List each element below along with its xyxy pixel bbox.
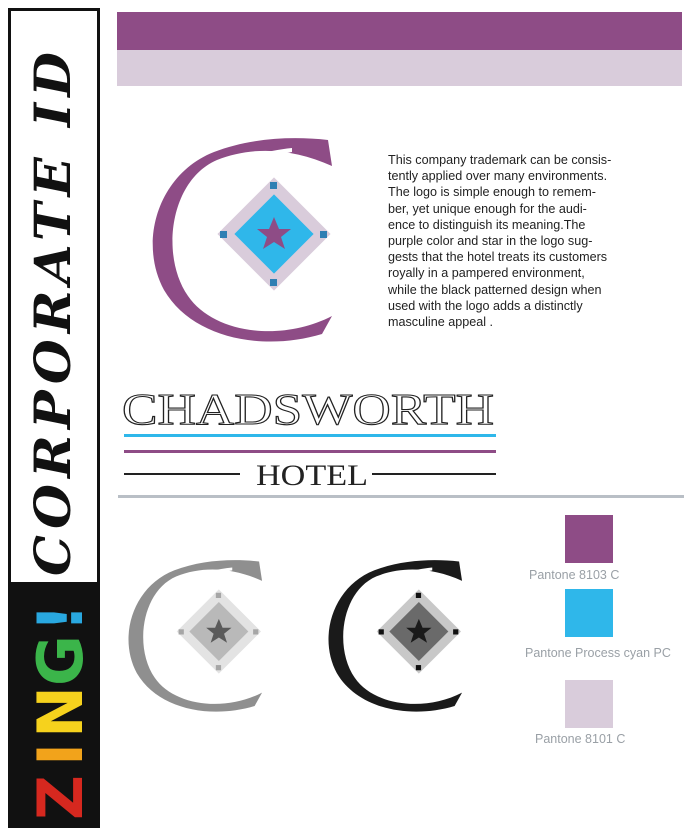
swatch-label-light-purple: Pantone 8101 C [535, 732, 626, 746]
purple-rule [124, 450, 496, 453]
grey-logo [120, 560, 270, 712]
black-logo [320, 560, 470, 712]
description-line: gests that the hotel treats its customers [388, 250, 608, 265]
diamond-emblem-black [377, 589, 461, 673]
description-line: The logo is simple enough to remem- [388, 185, 596, 200]
logo-description [388, 152, 643, 330]
zing-letter-n: N [24, 686, 97, 738]
description-line: This company trademark can be consis- [388, 153, 612, 167]
swatch-cyan [565, 589, 613, 637]
zing-logo [8, 582, 100, 828]
corporate-id-text: CORPORATE ID [23, 60, 82, 576]
hotel-wordmark [118, 376, 498, 496]
zing-letter-z: Z [24, 775, 97, 820]
description-line: masculine appeal . [388, 315, 494, 330]
description-line: royally in a pampered environment, [388, 266, 585, 281]
swatch-light-purple [565, 680, 613, 728]
header-bar-purple [117, 12, 682, 50]
description-line: used with the logo adds a distinctly [388, 298, 583, 313]
description-line: ence to distinguish its meaning.The [388, 217, 586, 232]
section-divider [118, 495, 684, 498]
cyan-rule [124, 434, 496, 437]
hotel-name: CHADSWORTH [122, 385, 494, 434]
hotel-subtitle: HOTEL [256, 459, 368, 492]
description-line: purple color and star in the logo sug- [388, 234, 593, 249]
swatch-purple [565, 515, 613, 563]
diamond-emblem [217, 177, 330, 290]
color-logo [142, 138, 342, 342]
zing-letter-exclaim: ! [24, 603, 97, 632]
description-line: while the black patterned design when [388, 282, 602, 297]
description-line: ber, yet unique enough for the audi- [388, 201, 587, 216]
left-rule [124, 473, 240, 475]
diamond-emblem-grey [177, 589, 261, 673]
corporate-id-title [2, 8, 94, 578]
description-line: tently applied over many environments. [388, 169, 608, 184]
swatch-label-cyan: Pantone Process cyan PC [525, 646, 671, 660]
zing-letter-i: I [24, 742, 97, 766]
swatch-label-purple: Pantone 8103 C [529, 568, 620, 582]
header-bar-light-purple [117, 50, 682, 86]
right-rule [372, 473, 496, 475]
zing-letter-g: G [24, 635, 97, 686]
